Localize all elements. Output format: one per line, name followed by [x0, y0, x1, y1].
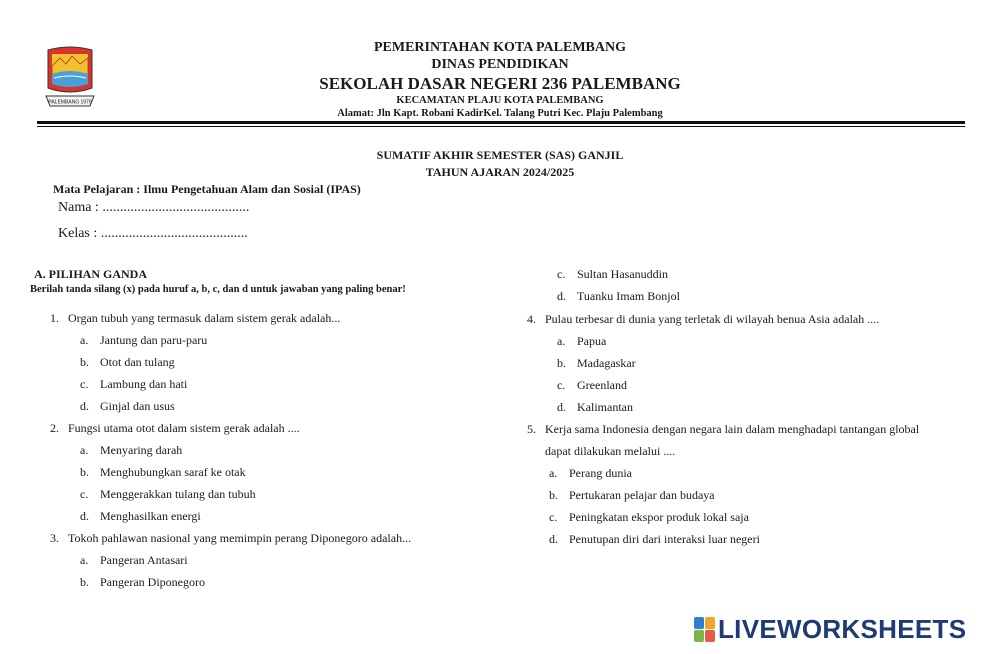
- option-5d[interactable]: d. Penutupan diri dari interaksi luar negeri: [549, 532, 760, 546]
- option-4c[interactable]: c. Greenland: [557, 378, 627, 392]
- option-1a[interactable]: a. Jantung dan paru-paru: [80, 333, 208, 347]
- option-2b[interactable]: b. Menghubungkan saraf ke otak: [80, 465, 246, 479]
- question-4: 4. Pulau terbesar di dunia yang terletak di wilayah benua Asia adalah ....: [527, 312, 880, 326]
- option-2c[interactable]: c. Menggerakkan tulang dan tubuh: [80, 487, 256, 501]
- question-2: 2. Fungsi utama otot dalam sistem gerak adalah ....: [50, 421, 300, 435]
- header-address: Alamat: Jln Kapt. Robani KadirKel. Talang Putri Kec. Plaju Palembang: [337, 108, 663, 119]
- class-field[interactable]: Kelas : ..........................................: [58, 226, 248, 241]
- name-field[interactable]: Nama : ..........................................: [58, 200, 250, 215]
- liveworksheets-wordmark: LIVEWORKSHEETS: [718, 613, 967, 644]
- logo-tile-i: [705, 617, 715, 629]
- option-3c[interactable]: c. Sultan Hasanuddin: [557, 267, 668, 281]
- header-district: KECAMATAN PLAJU KOTA PALEMBANG: [396, 95, 604, 106]
- option-1d[interactable]: d. Ginjal dan usus: [80, 399, 175, 413]
- logo-tile-v: [694, 630, 704, 642]
- option-1b[interactable]: b. Otot dan tulang: [80, 355, 175, 369]
- question-1: 1. Organ tubuh yang termasuk dalam sistem gerak adalah...: [50, 311, 341, 325]
- question-5-continued: dapat dilakukan melalui ....: [545, 444, 676, 458]
- option-3b[interactable]: b. Pangeran Diponegoro: [80, 575, 205, 589]
- subject-label: Mata Pelajaran : Ilmu Pengetahuan Alam dan Sosial (IPAS): [53, 182, 361, 196]
- logo-tile-e: [705, 630, 715, 642]
- option-2a[interactable]: a. Menyaring darah: [80, 443, 183, 457]
- option-1c[interactable]: c. Lambung dan hati: [80, 377, 188, 391]
- option-3d[interactable]: d. Tuanku Imam Bonjol: [557, 289, 680, 303]
- header-department: DINAS PENDIDIKAN: [431, 57, 569, 72]
- liveworksheets-logo-icon: [694, 617, 714, 641]
- option-5b[interactable]: b. Pertukaran pelajar dan budaya: [549, 488, 715, 502]
- header-school-name: SEKOLAH DASAR NEGERI 236 PALEMBANG: [319, 74, 681, 93]
- option-4a[interactable]: a. Papua: [557, 334, 607, 348]
- section-instruction: Berilah tanda silang (x) pada huruf a, b, c, dan d untuk jawaban yang paling benar!: [30, 284, 406, 295]
- option-3a[interactable]: a. Pangeran Antasari: [80, 553, 188, 567]
- svg-text:PALEMBANG 1979: PALEMBANG 1979: [48, 99, 92, 106]
- header-divider-thin: [37, 126, 965, 127]
- section-title: A. PILIHAN GANDA: [34, 267, 148, 281]
- option-5a[interactable]: a. Perang dunia: [549, 466, 632, 480]
- exam-title: SUMATIF AKHIR SEMESTER (SAS) GANJIL: [376, 148, 624, 162]
- option-4b[interactable]: b. Madagaskar: [557, 356, 636, 370]
- header-divider-thick: [37, 121, 965, 124]
- exam-year: TAHUN AJARAN 2024/2025: [425, 165, 575, 179]
- logo-tile-l: [694, 617, 704, 629]
- option-4d[interactable]: d. Kalimantan: [557, 400, 633, 414]
- question-5: 5. Kerja sama Indonesia dengan negara lain dalam menghadapi tantangan global: [527, 422, 920, 436]
- liveworksheets-brand[interactable]: [694, 613, 966, 645]
- header-government: PEMERINTAHAN KOTA PALEMBANG: [373, 40, 626, 55]
- question-3: 3. Tokoh pahlawan nasional yang memimpin perang Diponegoro adalah...: [50, 531, 412, 545]
- option-5c[interactable]: c. Peningkatan ekspor produk lokal saja: [549, 510, 749, 524]
- option-2d[interactable]: d. Menghasilkan energi: [80, 509, 201, 523]
